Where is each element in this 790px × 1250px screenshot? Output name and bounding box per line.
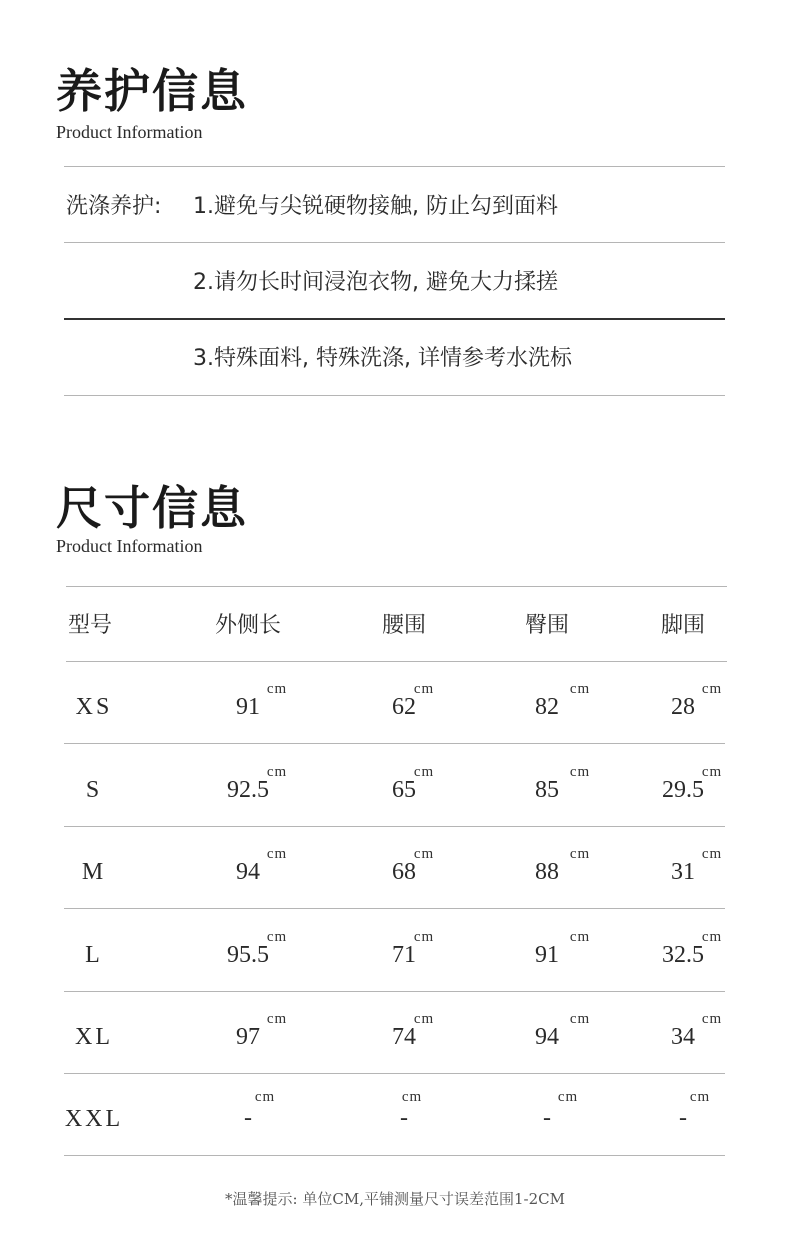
size-value: 65 [392, 777, 416, 803]
size-label: S [85, 777, 103, 803]
size-value: 85 [535, 777, 559, 803]
size-value: 88 [535, 859, 559, 885]
divider [64, 395, 725, 396]
unit-label: cm [413, 681, 435, 697]
size-value: - [679, 1105, 687, 1131]
table-header-3: 臀围 [524, 613, 570, 638]
row-divider [64, 908, 725, 909]
unit-label: cm [266, 764, 288, 780]
care-item-3: 3.特殊面料, 特殊洗涤, 详情参考水洗标 [193, 346, 572, 371]
size-value: - [543, 1105, 551, 1131]
divider [64, 242, 725, 243]
unit-label: cm [557, 1089, 579, 1105]
unit-label: cm [413, 929, 435, 945]
row-divider [64, 1155, 725, 1156]
divider [64, 166, 725, 167]
size-value: - [400, 1105, 408, 1131]
size-value: 29.5 [662, 777, 704, 803]
size-label: XXL [64, 1106, 124, 1132]
size-value: 74 [392, 1024, 416, 1050]
size-value: 71 [392, 942, 416, 968]
unit-label: cm [569, 1011, 591, 1027]
unit-label: cm [401, 1089, 423, 1105]
care-item-2: 2.请勿长时间浸泡衣物, 避免大力揉搓 [193, 270, 558, 295]
care-title: 养护信息 [56, 64, 248, 118]
care-subtitle: Product Information [56, 122, 203, 142]
unit-label: cm [701, 846, 723, 862]
unit-label: cm [701, 1011, 723, 1027]
size-note: *温馨提示: 单位CM,平铺测量尺寸误差范围1-2CM [225, 1190, 565, 1208]
size-value: 91 [236, 694, 260, 720]
size-value: 94 [535, 1024, 559, 1050]
unit-label: cm [569, 929, 591, 945]
unit-label: cm [413, 1011, 435, 1027]
unit-label: cm [569, 681, 591, 697]
unit-label: cm [701, 929, 723, 945]
unit-label: cm [254, 1089, 276, 1105]
row-divider [64, 1073, 725, 1074]
size-value: - [244, 1105, 252, 1131]
size-value: 62 [392, 694, 416, 720]
table-header-2: 腰围 [381, 613, 427, 638]
unit-label: cm [569, 846, 591, 862]
divider [64, 318, 725, 320]
size-value: 31 [671, 859, 695, 885]
unit-label: cm [689, 1089, 711, 1105]
size-value: 94 [236, 859, 260, 885]
size-label: XS [75, 694, 113, 720]
size-value: 32.5 [662, 942, 704, 968]
unit-label: cm [413, 764, 435, 780]
table-top-line [66, 586, 727, 587]
size-value: 97 [236, 1024, 260, 1050]
table-header-line [66, 661, 727, 662]
row-divider [64, 826, 725, 827]
size-subtitle: Product Information [56, 536, 203, 556]
row-divider [64, 991, 725, 992]
size-label: L [85, 942, 103, 968]
size-value: 91 [535, 942, 559, 968]
unit-label: cm [266, 1011, 288, 1027]
unit-label: cm [266, 681, 288, 697]
unit-label: cm [701, 681, 723, 697]
size-value: 92.5 [227, 777, 269, 803]
size-title: 尺寸信息 [56, 481, 248, 535]
size-value: 95.5 [227, 942, 269, 968]
unit-label: cm [266, 929, 288, 945]
unit-label: cm [266, 846, 288, 862]
size-value: 68 [392, 859, 416, 885]
size-value: 34 [671, 1024, 695, 1050]
unit-label: cm [413, 846, 435, 862]
care-label: 洗涤养护: [66, 194, 162, 219]
size-label: XL [75, 1024, 113, 1050]
size-value: 28 [671, 694, 695, 720]
table-header-0: 型号 [68, 613, 113, 638]
size-value: 82 [535, 694, 559, 720]
care-item-1: 1.避免与尖锐硬物接触, 防止勾到面料 [193, 194, 558, 219]
unit-label: cm [569, 764, 591, 780]
size-label: M [81, 859, 107, 885]
table-header-1: 外侧长 [214, 613, 282, 638]
table-header-4: 脚围 [660, 613, 706, 638]
unit-label: cm [701, 764, 723, 780]
row-divider [64, 743, 725, 744]
